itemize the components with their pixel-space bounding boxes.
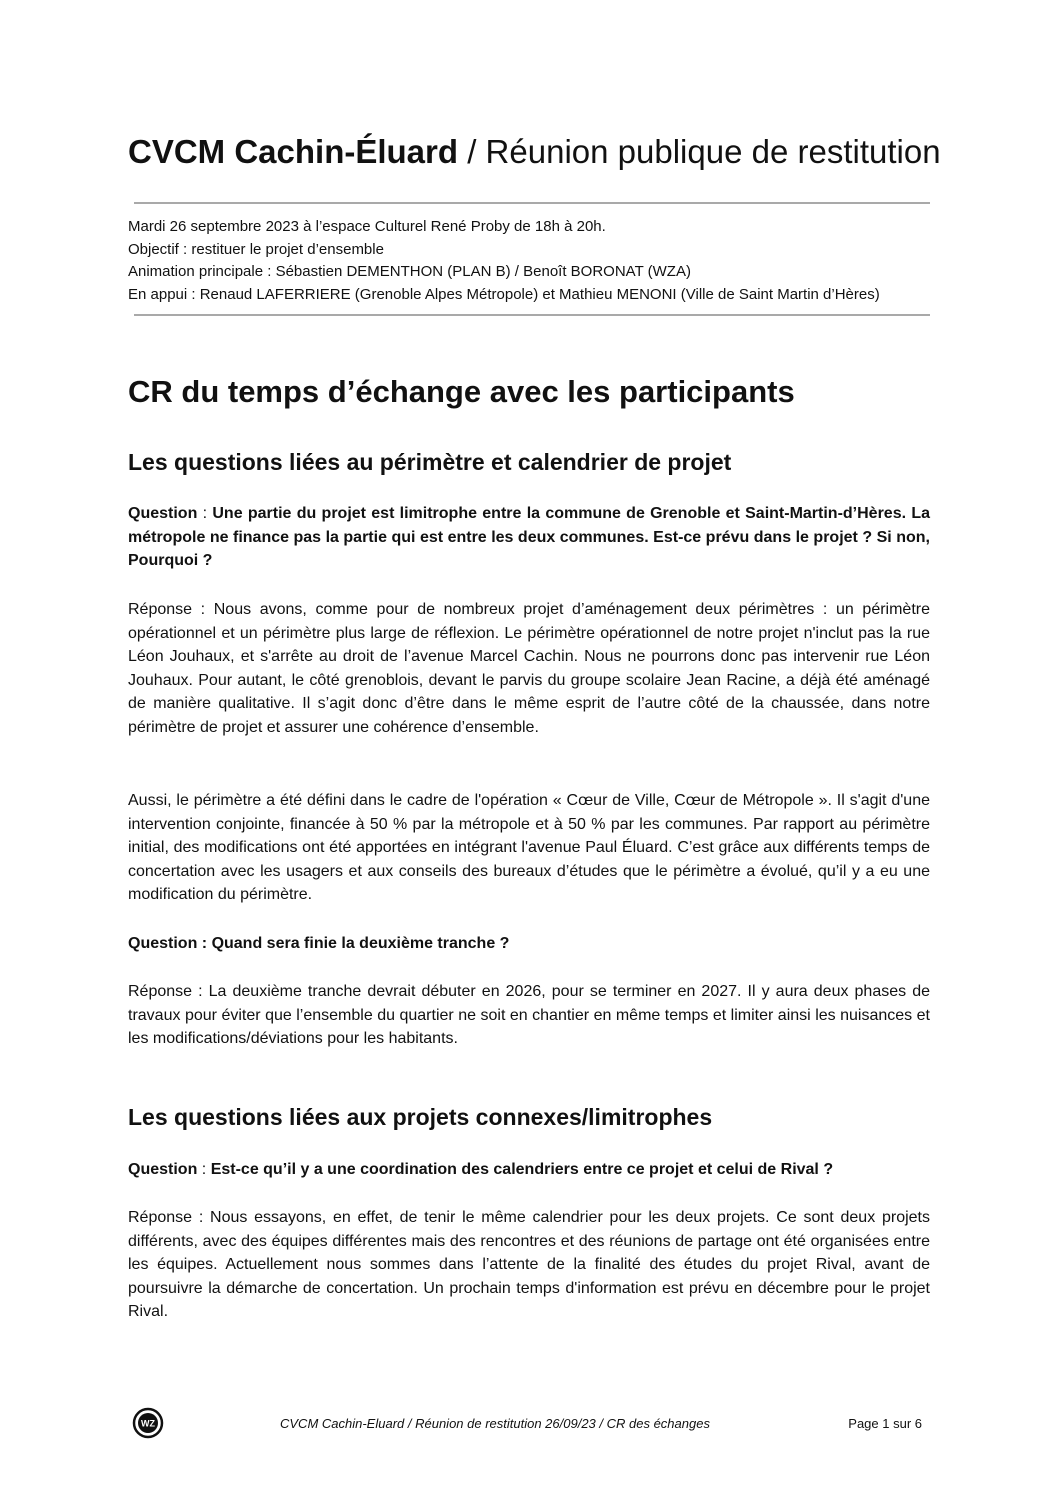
question-label: Question <box>128 505 198 522</box>
title-rest: / Réunion publique de restitution <box>458 133 941 170</box>
section-title: CR du temps d’échange avec les participants <box>128 374 795 409</box>
bottom-divider <box>134 314 930 316</box>
part2-answer-1: Réponse : Nous essayons, en effet, de tenir le même calendrier pour les deux projets. Ce sont deux projets différents, avec des équipes différentes mais des rencontres et des réunions de partage ont été organisées entre les équipes. Actuellement nous sommes dans l’attente de la finalité des études du projet Rival, avant de poursuivre la démarche de concertation. Un prochain temps d'information est prévu en décembre pour le projet Rival. <box>128 1209 930 1321</box>
part1-heading: Les questions liées au périmètre et calendrier de projet <box>128 449 732 475</box>
part1-answer-2: Réponse : La deuxième tranche devrait débuter en 2026, pour se terminer en 2027. Il y aura deux phases de travaux pour éviter que l’ensemble du quartier ne soit en chantier en même temps et limiter ainsi les nuisances et les modifications/déviations pour les habitants. <box>128 983 930 1048</box>
question-text: Une partie du projet est limitrophe entre la commune de Grenoble et Saint-Martin-d’Hères. La métropole ne finance pas la partie qui est entre les deux communes. Est-ce prévu dans le projet ? Si non, Pourquoi ? <box>128 505 931 570</box>
meeting-animation: Animation principale : Sébastien DEMENTHON (PLAN B) / Benoît BORONAT (WZA) <box>128 263 691 280</box>
question-text: Est-ce qu’il y a une coordination des calendriers entre ce projet et celui de Rival ? <box>210 1161 834 1178</box>
question-label: Question : <box>128 935 212 952</box>
document-title <box>128 131 941 173</box>
question-separator: : <box>197 1161 211 1178</box>
meeting-objective: Objectif : restituer le projet d’ensemble <box>128 240 384 258</box>
top-divider <box>134 202 930 204</box>
part1-answer-1-paragraph-1: Réponse : Nous avons, comme pour de nombreux projet d’aménagement deux périmètres : un périmètre opérationnel et un périmètre plus large de réflexion. Le périmètre opérationnel de notre projet n'inclut pas la rue Léon Jouhaux, et s'arrête au droit de l’avenue Marcel Cachin. Nous ne pourrons donc pas intervenir rue Léon Jouhaux. Pour autant, le côté grenoblois, devant le parvis du groupe scolaire Jean Racine, a déjà été aménagé de manière qualitative. Il s’agit donc d’être dans le même esprit de l’autre côté de la chaussée, dans notre périmètre de projet et assurer une cohérence d’ensemble. <box>128 601 930 736</box>
wz-logo-icon <box>132 1407 164 1439</box>
question-separator: : <box>197 505 213 522</box>
title-bold: CVCM Cachin-Éluard <box>128 133 459 170</box>
part1-question-1 <box>128 502 930 573</box>
logo-text: WZ <box>141 1418 155 1429</box>
part1-answer-1-paragraph-2: Aussi, le périmètre a été défini dans le cadre de l'opération « Cœur de Ville, Cœur de Métropole ». Il s'agit d'une intervention conjointe, financée à 50 % par la métropole et à 50 % par les communes. Par rapport au périmètre initial, des modifications ont été apportées en intégrant l'avenue Paul Éluard. C’est grâce aux différents temps de concertation avec les usagers et aux conseils des bureaux d’études que le périmètre a évolué, qu’il y a eu une modification du périmètre. <box>128 792 930 904</box>
part2-heading: Les questions liées aux projets connexes/limitrophes <box>128 1104 713 1130</box>
footer-document-reference: CVCM Cachin-Eluard / Réunion de restitution 26/09/23 / CR des échanges <box>280 1416 710 1431</box>
question-label: Question <box>128 1161 198 1178</box>
page-number: Page 1 sur 6 <box>848 1416 922 1431</box>
part1-question-2 <box>128 932 930 956</box>
page-footer <box>128 1407 930 1441</box>
meeting-date: Mardi 26 septembre 2023 à l’espace Culturel René Proby de 18h à 20h. <box>128 218 606 235</box>
question-text: Quand sera finie la deuxième tranche ? <box>211 935 510 952</box>
meeting-info <box>128 216 930 306</box>
part2-question-1 <box>128 1158 930 1182</box>
meeting-support: En appui : Renaud LAFERRIERE (Grenoble Alpes Métropole) et Mathieu MENONI (Ville de Saint Martin d’Hères) <box>128 285 880 303</box>
